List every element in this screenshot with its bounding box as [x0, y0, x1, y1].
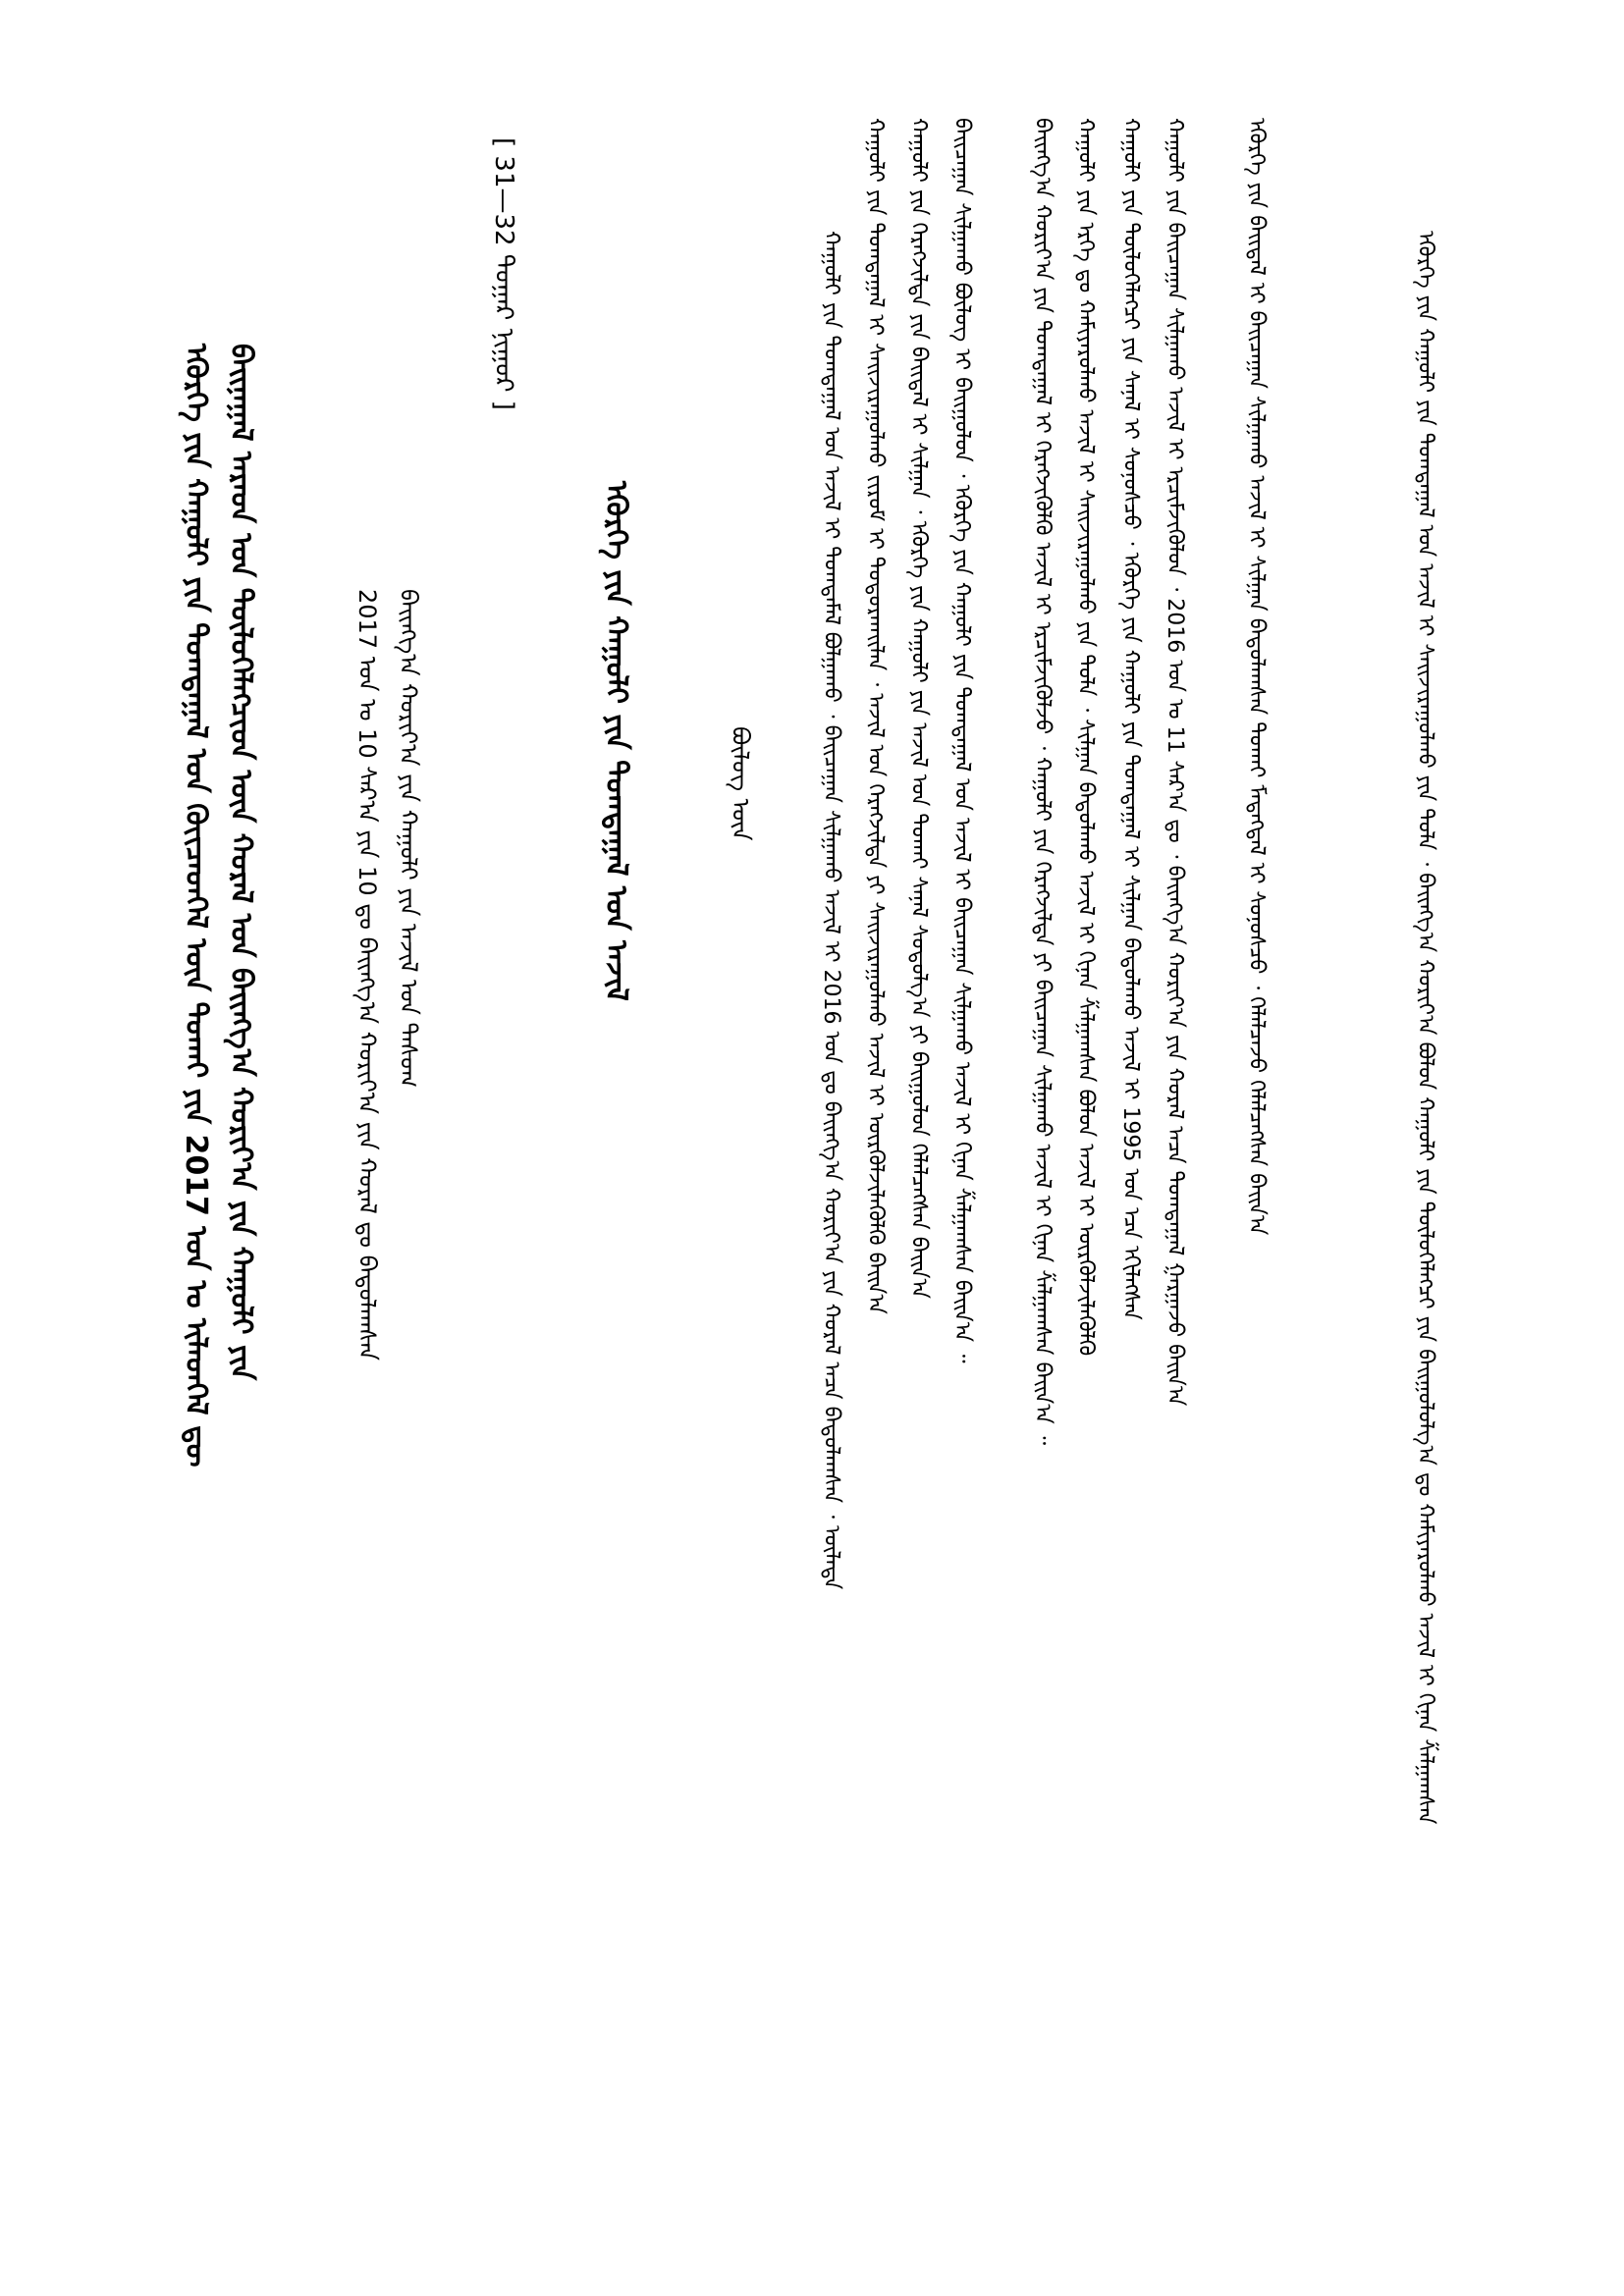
adoption-date-line: 2017 ᠣᠨ ᠤ 10 ᠰᠠᠷ᠎ᠠ ᠶᠢᠨ 10 ᠳᠤ ᠪᠠᠢᠩᠭ᠎ᠠ ᠬᠣᠷᠢᠶ᠎ᠠ ᠶᠢᠨ ᠬᠤᠷᠠᠯ ᠳᠤ ᠪᠠᠳᠤᠯᠠᠭᠰᠠᠨ — [353, 589, 381, 1362]
body-column-4: ᠬᠠᠭᠤᠯᠢ ᠶᠢᠨ ᠲᠥᠯᠦᠭᠡᠯᠡᠭᠴᠢ ᠶᠢᠨ ᠰᠠᠨᠠᠯ ᠢ ᠰᠣᠨᠣᠰᠴᠤ ᠂ ᠡᠭᠦᠷᠭᠡ ᠶᠢᠨ ᠬᠠᠭᠤᠯᠢ ᠶᠢᠨ ᠲᠣᠭᠲᠠᠭᠠᠯ ᠢ ᠰᠢᠯᠭᠠᠨ ᠪᠠᠲᠤᠯᠠᠬᠤ ᠠᠵᠢᠯ ᠢ 1995 ᠣᠨ ᠡᠴᠡ ᠡᠬᠢᠯᠡᠭᠰᠡᠨ — [1118, 118, 1143, 1320]
page-reference: [ 31—32 ᠳᠤᠭᠠᠷ ᠨᠢᠭᠤᠷ ] — [489, 137, 518, 410]
body-column-2: ᠡᠭᠦᠷᠭᠡ ᠶᠢᠨ ᠪᠠᠢᠳᠠᠯ ᠢ ᠪᠠᠢᠴᠠᠭᠠᠨ ᠰᠢᠯᠭᠠᠬᠤ ᠠᠵᠢᠯ ᠢ ᠰᠢᠯᠭᠠᠨ ᠪᠠᠲᠤᠯᠠᠭᠰᠠᠨ ᠲᠤᠬᠠᠢ ᠮᠡᠳᠡᠭᠳᠡᠯ ᠢ ᠰᠣᠨᠣᠰᠴᠤ ᠂ ᠬᠡᠯᠡᠯᠴᠡᠵᠦ ᠬᠡᠯᠡᠯᠴᠡᠭᠰᠡᠨ ᠪᠠᠢᠨ᠎ᠠ — [1244, 118, 1269, 1236]
body-column-10: ᠬᠠᠭᠤᠯᠢ ᠶᠢᠨ ᠲᠣᠭᠲᠠᠭᠠᠯ ᠤᠨ ᠠᠵᠢᠯ ᠢ ᠲᠣᠭᠲᠠᠮᠠᠯ ᠪᠣᠯᠭᠠᠬᠤ ᠂ ᠪᠠᠢᠴᠠᠭᠠᠨ ᠰᠢᠯᠭᠠᠬᠤ ᠠᠵᠢᠯ ᠢ 2016 ᠣᠨ ᠳᠤ ᠪᠠᠢᠩᠭ᠎ᠠ ᠬᠣᠷᠢᠶ᠎ᠠ ᠶᠢᠨ ᠬᠤᠷᠠᠯ ᠠᠴᠠ ᠪᠠᠳᠤᠯᠠᠭᠰᠠᠨ ᠂ ᠦᠯᠡᠳᠡ — [819, 231, 843, 1590]
document-title-line-2: ᠪᠠᠢᠨᠠᠭᠠᠯ ᠠᠷᠠᠳ ᠤᠨ ᠲᠥᠯᠦᠭᠡᠯᠡᠭᠴᠢᠳ ᠦᠨ ᠬᠤᠷᠠᠯ ᠤᠨ ᠪᠠᠢᠩᠭ᠎ᠠ ᠬᠣᠷᠢᠶ᠎ᠠ ᠶᠢᠨ ᠬᠠᠭᠤᠯᠢ ᠶᠢᠨ — [224, 344, 258, 1381]
issuing-office-line: ᠪᠠᠢᠩᠭ᠎ᠠ ᠬᠣᠷᠢᠶ᠎ᠠ ᠶᠢᠨ ᠬᠠᠭᠤᠯᠢ ᠶᠢᠨ ᠠᠵᠢᠯ ᠤᠨ ᠲᠠᠰᠤᠭ — [395, 589, 422, 1088]
body-column-7: ᠪᠠᠢᠴᠠᠭᠠᠨ ᠰᠢᠯᠭᠠᠬᠤ ᠪᠦᠯᠦᠭ ᠢ ᠪᠠᠢᠭᠤᠯᠤᠨ ᠂ ᠡᠭᠦᠷᠭᠡ ᠶᠢᠨ ᠬᠠᠭᠤᠯᠢ ᠶᠢᠨ ᠲᠣᠭᠲᠠᠭᠠᠯ ᠤᠨ ᠠᠵᠢᠯ ᠢ ᠪᠠᠢᠴᠠᠭᠠᠨ ᠰᠢᠯᠭᠠᠬᠤ ᠠᠵᠢᠯ ᠢ ᠬᠢᠨᠠᠨ ᠱᠠᠯᠭᠠᠭᠰᠠᠨ ᠪᠠᠢᠨ᠎ᠠ ᠃ — [949, 118, 974, 1363]
body-column-5: ᠬᠠᠭᠤᠯᠢ ᠶᠢᠨ ᠡᠷᠬᠡ ᠳᠤ ᠬᠠᠮᠢᠶᠠᠷᠤᠯᠬᠤ ᠠᠵᠢᠯ ᠢ ᠰᠠᠢᠵᠢᠷᠠᠭᠤᠯᠬᠤ ᠶᠢᠨ ᠲᠤᠯᠠ ᠂ ᠰᠢᠯᠭᠠᠨ ᠪᠠᠲᠤᠯᠠᠬᠤ ᠠᠵᠢᠯ ᠢ ᠬᠢᠨᠠᠨ ᠱᠠᠯᠭᠠᠭᠰᠠᠨ ᠪᠣᠯᠤᠨ ᠠᠵᠢᠯ ᠢ ᠦᠷᠭᠦᠯᠵᠢᠯᠡᠭᠦᠯᠬᠦ — [1073, 118, 1098, 1357]
section-heading: ᠪᠦᠯᠦᠭ ᠦᠨ — [727, 726, 754, 841]
body-column-8: ᠬᠠᠭᠤᠯᠢ ᠶᠢᠨ ᠬᠡᠷᠡᠭᠵᠢᠯᠲᠡ ᠶᠢᠨ ᠪᠠᠢᠳᠠᠯ ᠢ ᠰᠢᠯᠭᠠᠨ ᠂ ᠡᠭᠦᠷᠭᠡ ᠶᠢᠨ ᠬᠠᠭᠤᠯᠢ ᠶᠢᠨ ᠠᠵᠢᠯ ᠤᠨ ᠲᠤᠬᠠᠢ ᠰᠠᠨᠠᠯ ᠰᠤᠳᠤᠯᠭ᠎ᠠ ᠶᠢ ᠪᠠᠢᠭᠤᠯᠤᠨ ᠬᠡᠯᠡᠯᠴᠡᠭᠰᠡᠨ ᠪᠠᠢᠨ᠎ᠠ — [906, 118, 931, 1299]
body-column-6: ᠪᠠᠢᠩᠭ᠎ᠠ ᠬᠣᠷᠢᠶ᠎ᠠ ᠶᠢᠨ ᠲᠣᠭᠲᠠᠭᠠᠯ ᠢ ᠬᠡᠷᠡᠭᠵᠢᠭᠦᠯᠬᠦ ᠠᠵᠢᠯ ᠢ ᠡᠷᠴᠢᠮᠵᠢᠭᠦᠯᠵᠦ ᠂ ᠬᠠᠭᠤᠯᠢ ᠶᠢᠨ ᠬᠡᠷᠡᠭᠵᠢᠯᠲᠡ ᠶᠢ ᠪᠠᠢᠴᠠᠭᠠᠨ ᠰᠢᠯᠭᠠᠬᠤ ᠠᠵᠢᠯ ᠢ ᠬᠢᠨᠠᠨ ᠱᠠᠯᠭᠠᠭᠰᠠᠨ ᠪᠠᠢᠨ᠎ᠠ ᠃ — [1030, 118, 1055, 1446]
body-column-3: ᠬᠠᠭᠤᠯᠢ ᠶᠢᠨ ᠪᠠᠢᠴᠠᠭᠠᠨ ᠰᠢᠯᠭᠠᠬᠤ ᠠᠵᠢᠯ ᠢ ᠡᠷᠴᠢᠮᠵᠢᠭᠦᠯᠦᠨ ᠂ 2016 ᠣᠨ ᠤ 11 ᠰᠠᠷ᠎ᠠ ᠳᠤ ᠂ ᠪᠠᠢᠩᠭ᠎ᠠ ᠬᠣᠷᠢᠶ᠎ᠠ ᠶᠢᠨ ᠬᠤᠷᠠᠯ ᠠᠴᠠ ᠲᠣᠭᠲᠠᠭᠠᠯ ᠭᠠᠷᠭᠠᠵᠤ ᠪᠠᠢᠨ᠎ᠠ — [1163, 118, 1187, 1407]
body-column-9: ᠬᠠᠭᠤᠯᠢ ᠶᠢᠨ ᠲᠣᠭᠲᠠᠭᠠᠯ ᠢ ᠰᠠᠢᠵᠢᠷᠠᠭᠤᠯᠬᠤ ᠵᠢᠷᠤᠮ ᠢ ᠲᠣᠳᠤᠷᠬᠠᠢᠯᠠᠨ ᠂ ᠠᠵᠢᠯ ᠤᠨ ᠬᠡᠷᠡᠭᠵᠢᠯᠲᠡ ᠶᠢ ᠰᠠᠢᠵᠢᠷᠠᠭᠤᠯᠬᠤ ᠠᠵᠢᠯ ᠢ ᠦᠷᠭᠦᠯᠵᠢᠯᠡᠭᠦᠯᠬᠦ ᠪᠠᠢᠨ᠎ᠠ — [863, 118, 888, 1314]
document-title-line-1: ᠡᠭᠦᠷᠭᠡ ᠶᠢᠨ ᠬᠠᠭᠤᠯᠢ ᠶᠢᠨ ᠲᠣᠭᠲᠠᠭᠠᠯ ᠤᠨ ᠭᠦᠢᠴᠡᠳᠬᠡᠯ ᠦᠨ ᠲᠤᠬᠠᠢ ᠶᠢᠨ 2017 ᠣᠨ ᠤ ᠢᠯᠡᠳᠬᠡᠯ ᠳᠦ — [179, 344, 213, 1468]
body-column-1: ᠡᠭᠦᠷᠭᠡ ᠶᠢᠨ ᠬᠠᠭᠤᠯᠢ ᠶᠢᠨ ᠲᠣᠭᠲᠠᠭᠠᠯ ᠤᠨ ᠠᠵᠢᠯ ᠢ ᠰᠠᠢᠵᠢᠷᠠᠭᠤᠯᠬᠤ ᠶᠢᠨ ᠲᠤᠯᠠ ᠂ ᠪᠠᠢᠩᠭ᠎ᠠ ᠬᠣᠷᠢᠶ᠎ᠠ ᠪᠣᠯᠤᠨ ᠬᠠᠭᠤᠯᠢ ᠶᠢᠨ ᠲᠥᠯᠦᠭᠡᠯᠡᠭᠴᠢ ᠶᠢᠨ ᠪᠠᠢᠭᠤᠯᠤᠯᠭ᠎ᠠ ᠳᠤ ᠬᠠᠮᠢᠶᠠᠷᠤᠯᠬᠤ ᠠᠵᠢᠯ ᠢ ᠬᠢᠨᠠᠨ ᠱᠠᠯᠭᠠᠭᠰᠠᠨ — [1413, 231, 1437, 1825]
section-title: ᠡᠭᠦᠷᠭᠡ ᠶᠢᠨ ᠬᠠᠭᠤᠯᠢ ᠶᠢᠨ ᠲᠣᠭᠲᠠᠭᠠᠯ ᠤᠨ ᠠᠵᠢᠯ — [599, 481, 633, 1001]
